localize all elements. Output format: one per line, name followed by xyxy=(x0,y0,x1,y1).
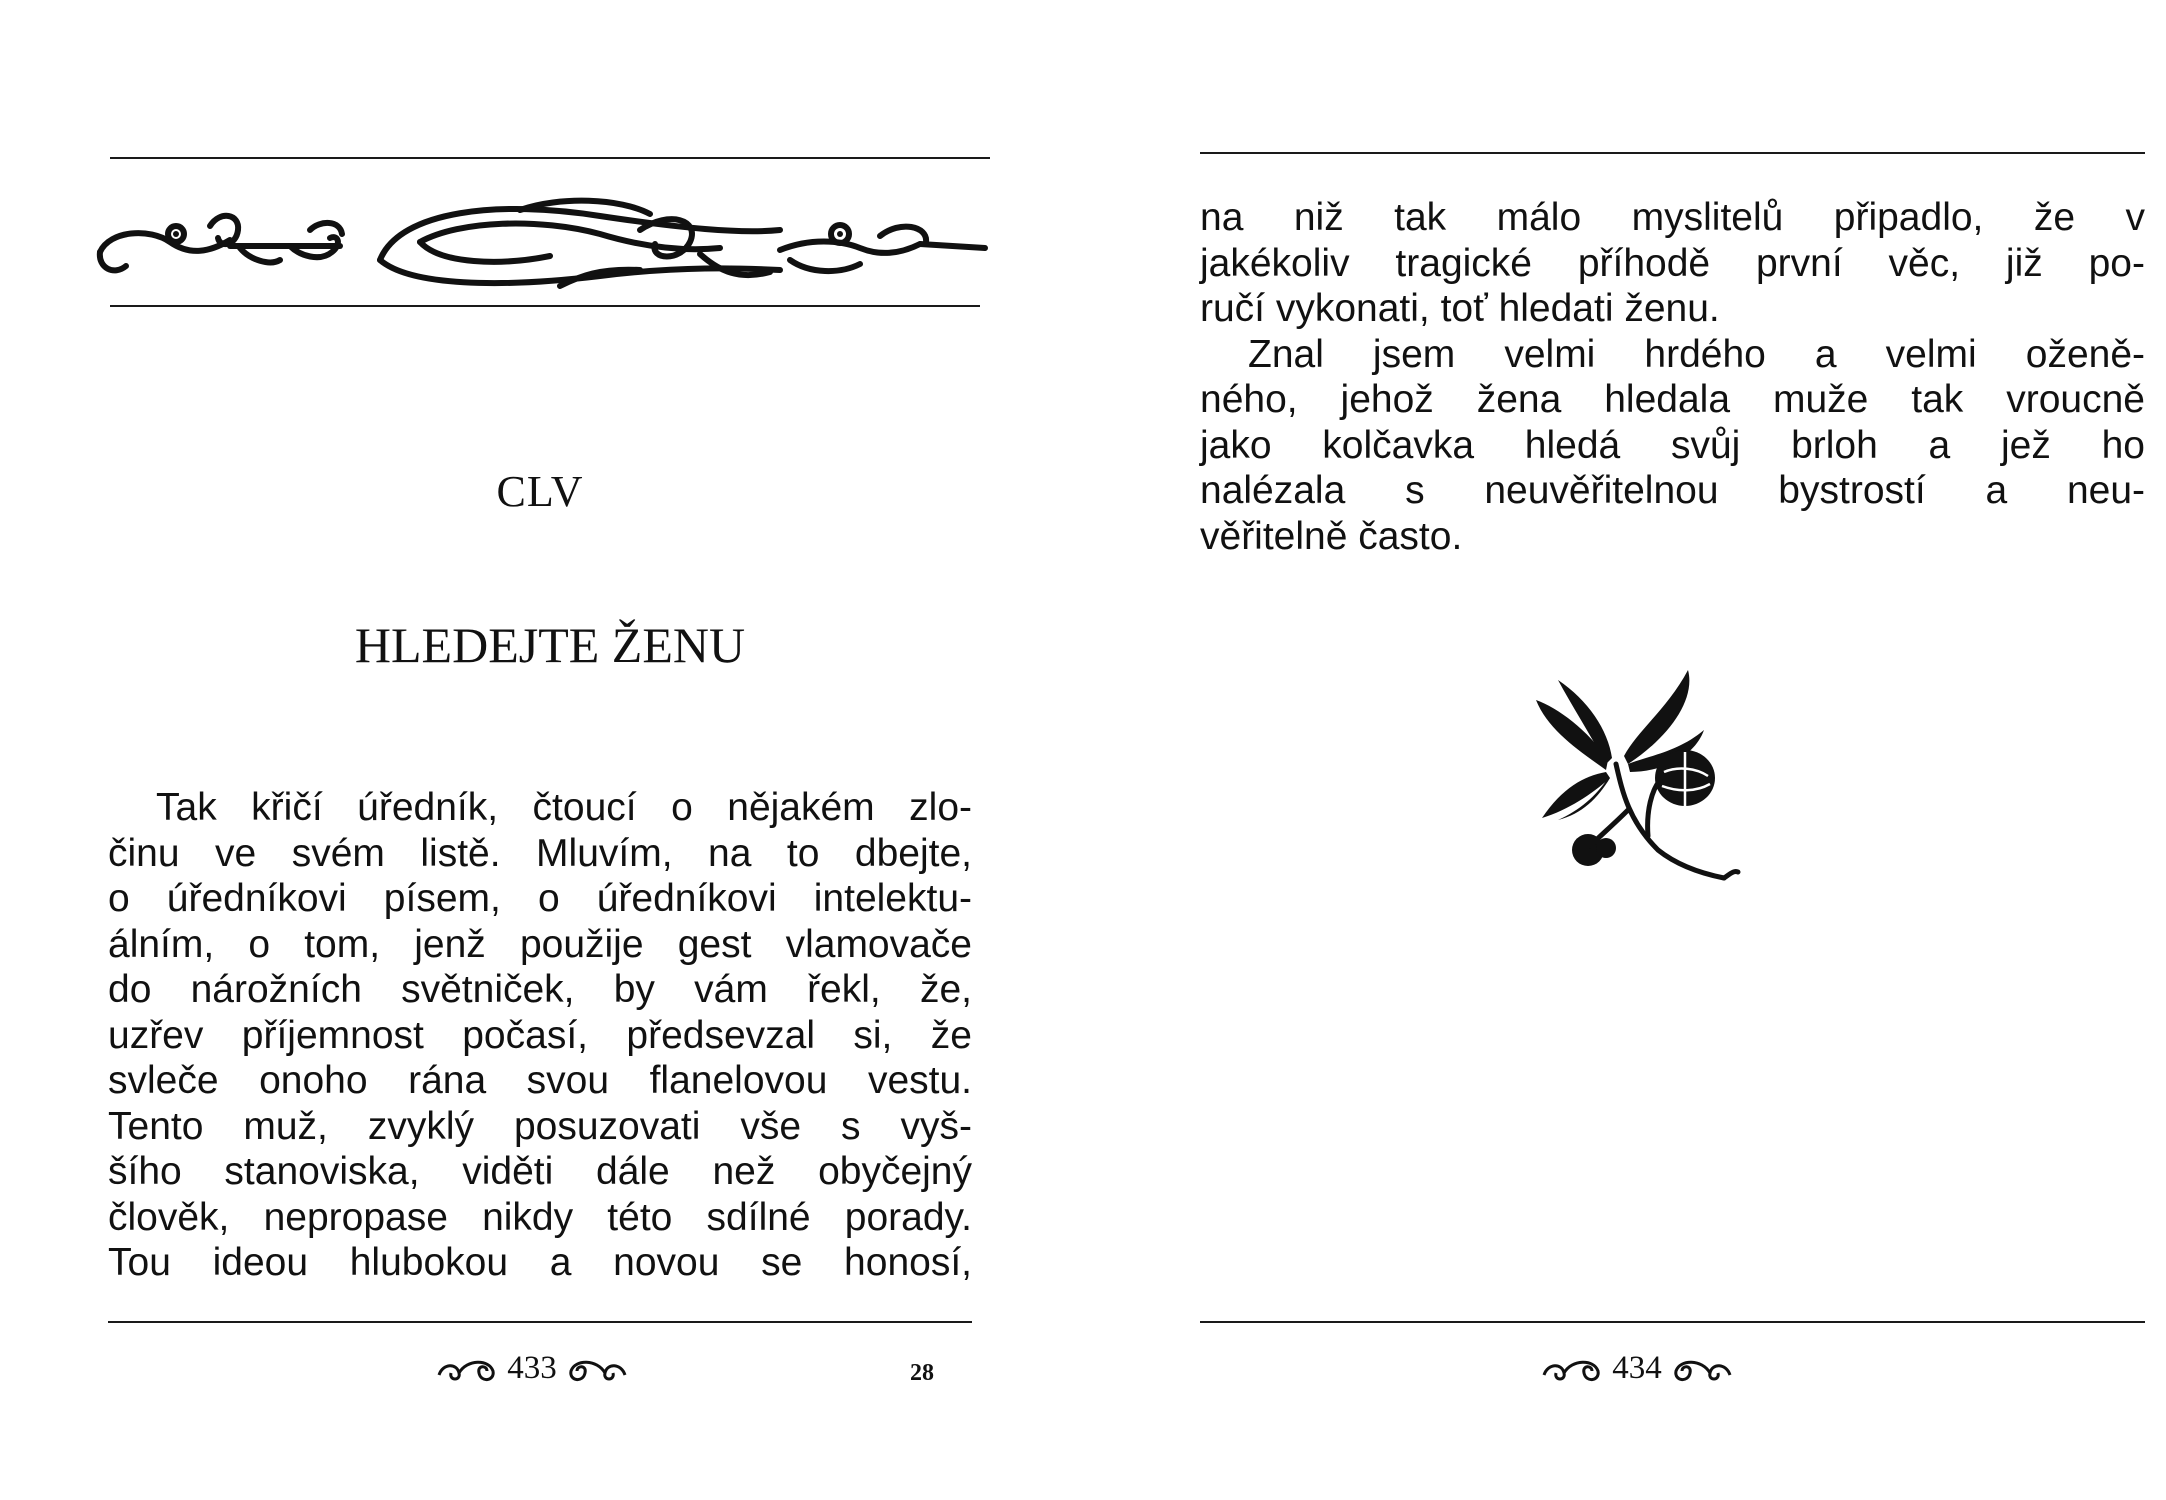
body-line: jakékoliv tragické příhodě první věc, již po- xyxy=(1200,241,2145,285)
header-rule xyxy=(1200,152,2145,154)
floral-vignette-icon xyxy=(1528,660,1748,890)
right-page xyxy=(1083,0,2166,1500)
body-line: o úředníkovi písem, o úředníkovi intelektu- xyxy=(108,877,972,920)
body-line: do nárožních světniček, by vám řekl, že, xyxy=(108,968,972,1011)
header-rule xyxy=(110,157,990,159)
page-number-value: 434 xyxy=(1612,1350,1662,1386)
left-flourish-icon xyxy=(435,1355,499,1385)
right-body-text xyxy=(1200,195,2145,559)
body-line: šího stanoviska, viděti dále než obyčejný xyxy=(108,1150,972,1193)
right-flourish-icon xyxy=(565,1355,629,1385)
page-number xyxy=(435,1350,629,1387)
body-line: na niž tak málo myslitelů připadlo, že v xyxy=(1200,196,2145,239)
body-line: činu ve svém listě. Mluvím, na to dbejte, xyxy=(108,831,972,875)
footer-rule xyxy=(108,1321,972,1323)
page-number-value: 433 xyxy=(507,1350,557,1386)
right-flourish-icon xyxy=(1670,1355,1734,1385)
page-number xyxy=(1540,1350,1734,1387)
body-line: věřitelně často. xyxy=(1200,514,1463,558)
body-line: Znal jsem velmi hrdého a velmi oženě- xyxy=(1248,332,2145,376)
signature-mark: 28 xyxy=(910,1360,934,1386)
body-line: jako kolčavka hledá svůj brloh a jež ho xyxy=(1200,423,2145,467)
chapter-title: HLEDEJTE ŽENU xyxy=(354,617,746,673)
footer-rule xyxy=(1200,1321,2145,1323)
body-line: svleče onoho rána svou flanelovou vestu. xyxy=(108,1059,972,1102)
body-line: álním, o tom, jenž použije gest vlamovače xyxy=(108,922,972,966)
body-line: nalézala s neuvěřitelnou bystrostí a neu- xyxy=(1200,469,2145,512)
left-flourish-icon xyxy=(1540,1355,1604,1385)
body-line: ného, jehož žena hledala muže tak vroucně xyxy=(1200,378,2145,421)
body-line: člověk, nepropase nikdy této sdílné porady. xyxy=(108,1195,972,1239)
ornament-bottom-rule xyxy=(110,305,980,307)
chapter-number: CLV xyxy=(496,467,584,516)
body-line: Tak křičí úředník, čtoucí o nějakém zlo- xyxy=(156,786,972,829)
body-line: Tou ideou hlubokou a novou se honosí, xyxy=(108,1241,972,1284)
body-line: ručí vykonati, toť hledati ženu. xyxy=(1200,287,1720,330)
scroll-ornament-icon xyxy=(80,190,1000,310)
left-body-text xyxy=(108,785,972,1286)
body-line: Tento muž, zvyklý posuzovati vše s vyš- xyxy=(108,1104,972,1148)
body-line: uzřev příjemnost počasí, předsevzal si, že xyxy=(108,1013,972,1057)
